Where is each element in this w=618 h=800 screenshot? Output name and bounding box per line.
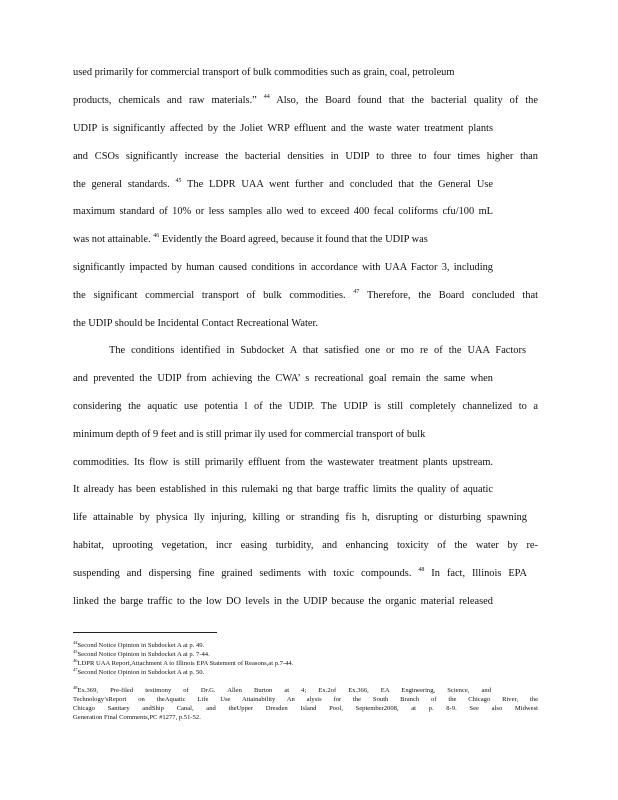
footnote-number: 45 <box>73 649 78 654</box>
body-line-text: the significant commercial transport of bulk commodities. <box>73 290 354 301</box>
body-line <box>73 401 538 413</box>
body-line <box>73 457 493 469</box>
body-line <box>73 262 493 274</box>
body-line <box>73 179 493 191</box>
body-line <box>73 540 538 552</box>
body-line-text: significantly impacted by human caused conditions in accordance with UAA Factor 3, including <box>73 262 493 273</box>
body-line-text: UDIP is significantly affected by the Joliet WRP effluent and the waste water treatment plants <box>73 123 493 134</box>
body-line-text: the general standards. <box>73 179 176 190</box>
footnote-number: 47 <box>73 667 78 672</box>
body-line-text: It already has been established in this rulemaki ng that barge traffic limits the quality of aquatic <box>73 484 493 495</box>
body-line <box>73 568 527 580</box>
body-line-text: suspending and dispersing fine grained sediments with toxic compounds. <box>73 568 419 579</box>
body-line <box>109 345 526 357</box>
footnote <box>73 705 538 713</box>
body-line <box>73 95 538 107</box>
body-line-text: Evidently the Board agreed, because it found that the UDIP was <box>159 234 428 245</box>
body-line-text: minimum depth of 9 feet and is still primar ily used for commercial transport of bulk <box>73 429 426 440</box>
footnote-text: Chicago Sanitary andShip Canal, and theUpper Dresden Island Pool, September2008, at p. 8-9. See also Midwest <box>73 705 538 712</box>
body-line-text: considering the aquatic use potentia l of the UDIP. The UDIP is still completely channelized to a <box>73 401 538 412</box>
body-line-text: habitat, uprooting vegetation, incr easing turbidity, and enhancing toxicity of the water by re- <box>73 540 538 551</box>
body-line-text: was not attainable. <box>73 234 154 245</box>
body-line-text: maximum standard of 10% or less samples allo wed to exceed 400 fecal coliforms cfu/100 mL <box>73 206 493 217</box>
footnote <box>73 669 538 677</box>
body-line-text: the UDIP should be Incidental Contact Recreational Water. <box>73 318 319 329</box>
footnote-text: Second Notice Opinion in Subdocket A at p. 49. <box>77 642 205 649</box>
footnote-reference[interactable]: 46 <box>153 233 160 239</box>
footnote-text: Ex.369, Pre-filed testimony of Dr.G. Allen Burton at 4; Ex.2of Ex.366, EA Engineering, Science, and <box>77 687 491 694</box>
footnote-number: 48 <box>73 685 78 690</box>
footnote-text: Second Notice Opinion in Subdocket A at p. 7-44. <box>77 651 210 658</box>
footnote <box>73 687 491 695</box>
body-line <box>73 234 493 246</box>
footnote <box>73 642 538 650</box>
footnote-number: 44 <box>73 640 78 645</box>
footnote-text: Second Notice Opinion in Subdocket A at p. 50. <box>77 669 205 676</box>
body-line-text: and prevented the UDIP from achieving the CWA’ s recreational goal remain the same when <box>73 373 493 384</box>
footnote-text: Technology’sReport on theAquatic Life Use Attainability An alysis for the South Branch of the Chicago River, the <box>73 696 538 703</box>
body-line <box>73 290 538 302</box>
body-line <box>73 206 493 218</box>
body-line-text: used primarily for commercial transport of bulk commodities such as grain, coal, petroleum <box>73 67 455 78</box>
footnote <box>73 696 538 704</box>
body-line <box>73 67 493 79</box>
footnote-reference[interactable]: 48 <box>418 567 425 573</box>
footnote-reference[interactable]: 45 <box>175 178 182 184</box>
footnote-text: LDPR UAA Report,Attachment A to Illinois EPA Statement of Reasons,at p.7-44. <box>77 660 294 667</box>
body-line-text: Also, the Board found that the bacterial quality of the <box>269 95 538 106</box>
body-line-text: commodities. Its flow is still primarily effluent from the wastewater treatment plants upstream. <box>73 457 493 468</box>
body-line-text: The conditions identified in Subdocket A that satisfied one or mo re of the UAA Factors <box>109 345 526 356</box>
footnote-number: 46 <box>73 658 78 663</box>
body-line <box>73 429 493 441</box>
body-line-text: Therefore, the Board concluded that <box>359 290 538 301</box>
body-line <box>73 123 493 135</box>
body-line-text: and CSOs significantly increase the bacterial densities in UDIP to three to four times higher than <box>73 151 538 162</box>
footnote <box>73 714 538 722</box>
body-line <box>73 318 538 330</box>
body-line <box>73 484 493 496</box>
body-line <box>73 512 527 524</box>
body-line <box>73 151 538 163</box>
body-line-text: life attainable by physica lly injuring, killing or stranding fis h, disrupting or disturbing spawning <box>73 512 527 523</box>
footnote-reference[interactable]: 47 <box>353 289 360 295</box>
body-line <box>73 373 493 385</box>
body-line-text: In fact, Illinois EPA <box>424 568 527 579</box>
footnote <box>73 660 538 668</box>
body-line-text: The LDPR UAA went further and concluded that the General Use <box>181 179 493 190</box>
body-line-text: products, chemicals and raw materials.” <box>73 95 264 106</box>
body-line <box>73 596 493 608</box>
footnote-reference[interactable]: 44 <box>263 94 270 100</box>
footnote-text: Generation Final Comments,PC #1277, p.51-52. <box>73 714 201 721</box>
footnote <box>73 651 538 659</box>
body-line-text: linked the barge traffic to the low DO levels in the UDIP because the organic material released <box>73 596 493 607</box>
footnote-separator <box>73 632 217 633</box>
